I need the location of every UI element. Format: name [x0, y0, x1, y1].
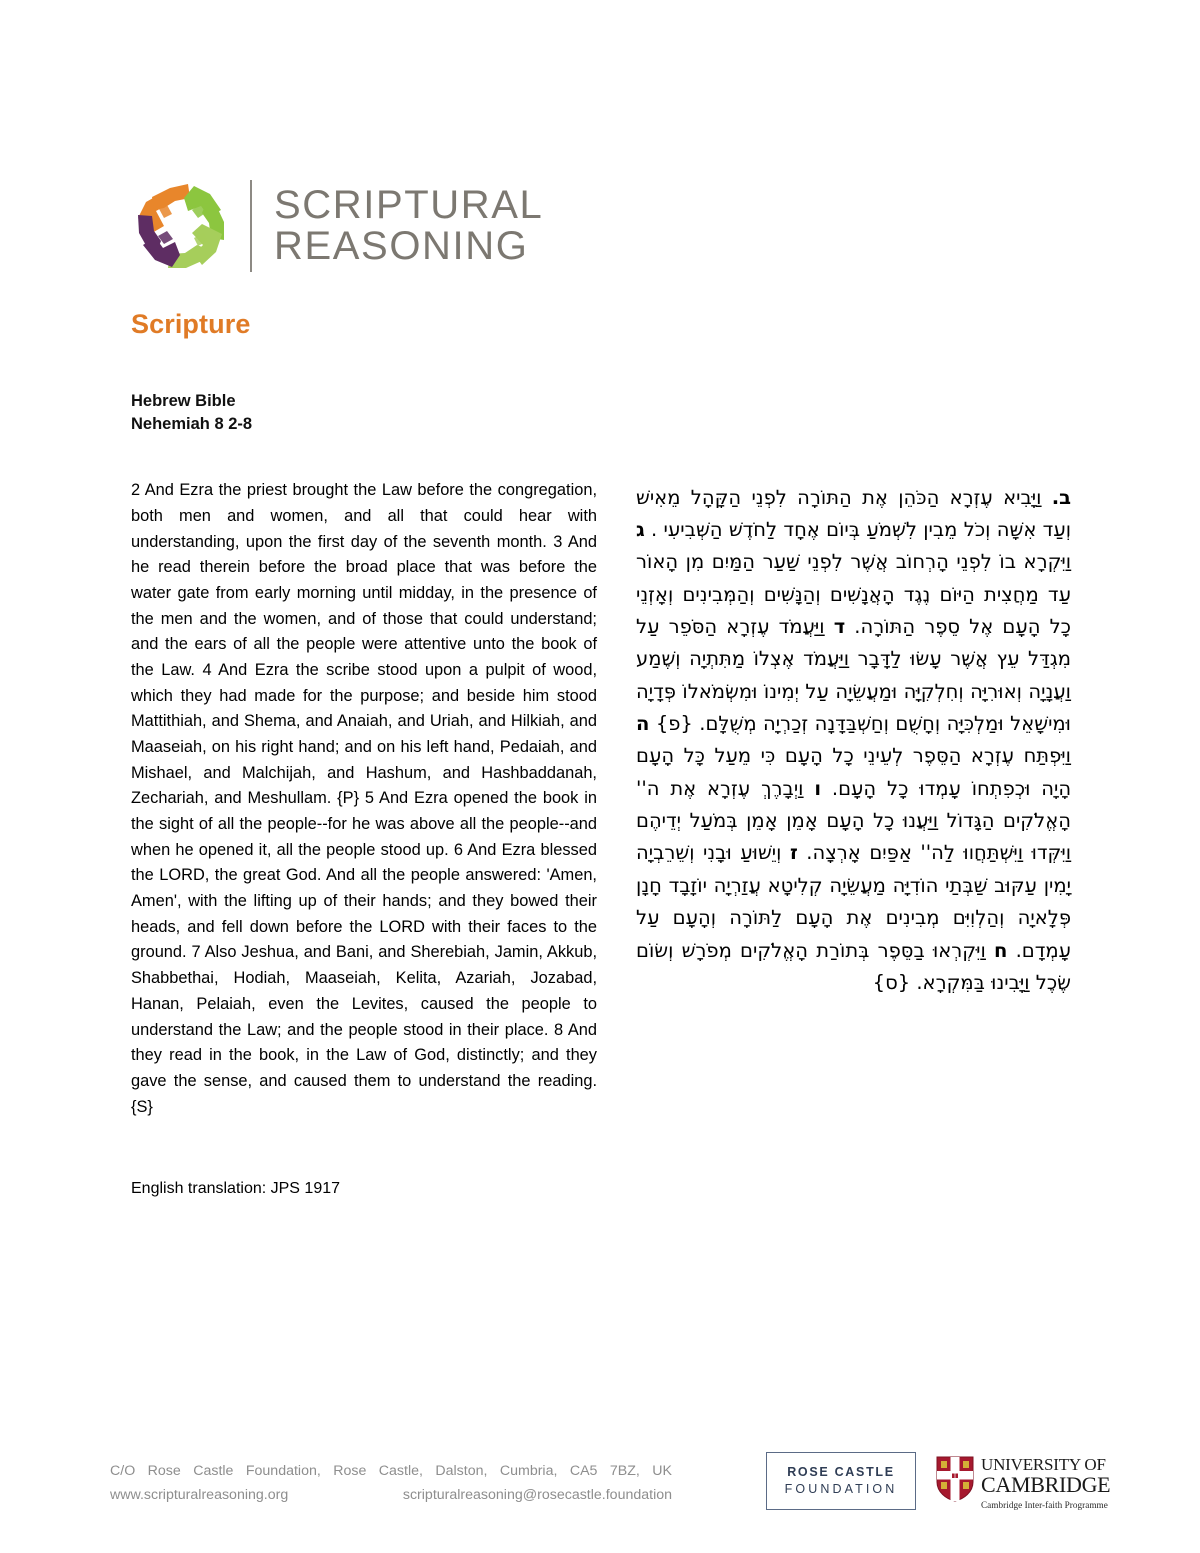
hebrew-column	[636, 462, 1071, 1019]
hebrew-verse-marker: ז	[789, 841, 798, 865]
cambridge-logo-line-1: UNIVERSITY OF	[981, 1455, 1106, 1474]
rose-castle-foundation-logo	[766, 1452, 916, 1510]
cambridge-logo-line-2: CAMBRIDGE	[981, 1472, 1111, 1497]
brand-wordmark-line-2: REASONING	[274, 224, 529, 268]
hebrew-verse-marker: ח	[994, 938, 1008, 962]
english-passage-text: 2 And Ezra the priest brought the Law before the congregation, both men and women, and all that could hear with understanding, upon the first day of the seventh month. 3 And he read therein before the broad place that was before the water gate from early morning until midday, in the presence of the men and the women, and of those that could understand; and the ears of all the people were attentive unto the book of the Law. 4 And Ezra the scribe stood upon a pulpit of wood, which they had made for the purpose; and beside him stood Mattithiah, and Shema, and Anaiah, and Uriah, and Hilkiah, and Maaseiah, on his right hand; and on his left hand, Pedaiah, and Mishael, and Malchijah, and Hashum, and Hashbaddanah, Zechariah, and Meshullam. {P} 5 And Ezra opened the book in the sight of all the people--for he was above all the people--and when he opened it, all the people stood up. 6 And Ezra blessed the LORD, the great God. And all the people answered: 'Amen, Amen', with the lifting up of their hands; and they bowed their heads, and fell down before the LORD with their faces to the ground. 7 Also Jeshua, and Bani, and Sherebiah, Jamin, Akkub, Shabbethai, Hodiah, Maaseiah, Kelita, Azariah, Jozabad, Hanan, Pelaiah, even the Levites, caused the people to understand the Law; and the people stood in their place. 8 And they read in the book, in the Law of God, distinctly; and they gave the sense, and caused them to understand the reading. {S}	[131, 481, 597, 1116]
translation-note: English translation: JPS 1917	[131, 1180, 341, 1197]
brand-wordmark	[274, 185, 543, 267]
rose-castle-logo-line-2: FOUNDATION	[784, 1482, 898, 1496]
hebrew-passage-text: ב. וַיָּבִיא עֶזְרָא הַכֹּהֵן אֶת הַתּוֹרָה לִפְנֵי הַקָּהָל מֵאִישׁ וְעַד אִשָּׁה וְכֹל מֵבִין לִשְׁמֹעַ בְּיוֹם אֶחָד לַחֹדֶשׁ הַשְּׁבִיעִי . ג וַיִּקְרָא בוֹ לִפְנֵי הָרְחוֹב אֲשֶׁר לִפְנֵי שַׁעַר הַמַּיִם מִן הָאוֹר עַד מַחֲצִית הַיּוֹם נֶגֶד הָאֲנָשִׁים וְהַנָּשִׁים וְהַמְּבִינִים וְאָזְנֵי כָל הָעָם אֶל סֵפֶר הַתּוֹרָה. ד וַיַּעֲמֹד עֶזְרָא הַסֹּפֵר עַל מִגְדַּל עֵץ אֲשֶׁר עָשׂוּ לַדָּבָר וַיַּעֲמֹד אֶצְלוֹ מַתִּתְיָה וְשֶׁמַע וַעֲנָיָה וְאוּרִיָּה וְחִלְקִיָּה וּמַעֲשֵׂיָה עַל יְמִינוֹ וּמִשְּׂמֹאלוֹ פְּדָיָה וּמִישָׁאֵל וּמַלְכִּיָּה וְחָשֻׁם וְחַשְׁבַּדָּנָה זְכַרְיָה מְשֻׁלָּם. {פ} ה וַיִּפְתַּח עֶזְרָא הַסֵּפֶר לְעֵינֵי כָל הָעָם כִּי מֵעַל כָּל הָעָם הָיָה וּכְפִתְחוֹ עָמְדוּ כָל הָעָם. ו וַיְבָרֶךְ עֶזְרָא אֶת ה'' הָאֱלֹקִים הַגָּדוֹל וַיַּעֲנוּ כָל הָעָם אָמֵן אָמֵן בְּמֹעַל יְדֵיהֶם וַיִּקְּדוּ וַיִּשְׁתַּחֲווּ לַה'' אַפַּיִם אָרְצָה. ז וְיֵשׁוּעַ וּבָנִי וְשֵׁרֵבְיָה יָמִין עַקּוּב שַׁבְּתַי הוֹדִיָּה מַעֲשֵׂיָה קְלִיטָא עֲזַרְיָה יוֹזָבָד חָנָן פְּלָאיָה וְהַלְוִיִּם מְבִינִים אֶת הָעָם לַתּוֹרָה וְהָעָם עַל עָמְדָם. ח וַיִּקְרְאוּ בַסֵּפֶר בְּתוֹרַת הָאֱלֹקִים מְפֹרָשׁ וְשׂוֹם שֶׂכֶל וַיָּבִינוּ בַּמִּקְרָא. {ס}	[636, 485, 1072, 994]
hebrew-verse-marker: ה	[636, 712, 650, 736]
page-title: Scripture	[131, 309, 251, 339]
footer-address-line: C/O Rose Castle Foundation, Rose Castle, Dalston, Cumbria, CA5 7BZ, UK	[110, 1463, 672, 1479]
source-tradition: Hebrew Bible	[131, 392, 236, 410]
rose-castle-logo-line-1: ROSE CASTLE	[787, 1465, 895, 1480]
brand-wordmark-line-1: SCRIPTURAL	[274, 183, 544, 228]
footer-website-link[interactable]: www.scripturalreasoning.org	[110, 1487, 289, 1503]
source-heading	[131, 390, 252, 437]
footer-partner-logos	[766, 1452, 1110, 1510]
masthead	[128, 168, 543, 284]
hebrew-verse-marker: ג	[636, 517, 645, 541]
source-reference: Nehemiah 8 2-8	[131, 415, 253, 434]
cambridge-programme-label: Cambridge Inter-faith Programme	[981, 1500, 1108, 1511]
page-footer	[0, 1452, 1200, 1542]
hebrew-verse-marker: ו	[814, 776, 822, 800]
hebrew-verse-marker: ב.	[1051, 485, 1072, 509]
footer-contact-block	[110, 1460, 672, 1507]
footer-email-link[interactable]: scripturalreasoning@rosecastle.foundation	[402, 1487, 672, 1503]
passage-columns	[131, 462, 1071, 1137]
university-of-cambridge-logo	[936, 1452, 1110, 1510]
cambridge-shield-icon	[936, 1456, 974, 1502]
hebrew-verse-marker: ד	[833, 614, 846, 638]
english-column	[131, 462, 597, 1137]
vertical-divider-icon	[250, 180, 252, 272]
scriptural-reasoning-logo-icon	[128, 172, 236, 280]
